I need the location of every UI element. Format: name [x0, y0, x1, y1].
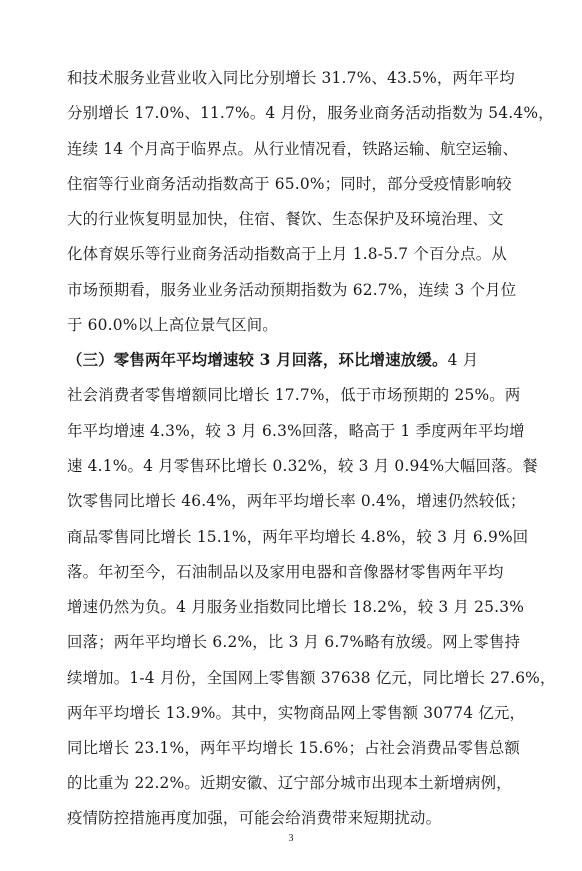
paragraph-line: 回落；两年平均增长 6.2%，比 3 月 6.7%略有放缓。网上零售持: [67, 633, 521, 651]
paragraph-line: 商品零售同比增长 15.1%，两年平均增长 4.8%，较 3 月 6.9%回: [67, 528, 529, 546]
page-number: 3: [288, 833, 294, 844]
paragraph-line: 住宿等行业商务活动指数高于 65.0%；同时，部分受疫情影响较: [67, 175, 512, 193]
paragraph-line: 落。年初至今，石油制品以及家用电器和音像器材零售两年平均: [67, 563, 504, 581]
paragraph-line: 社会消费者零售增额同比增长 17.7%，低于市场预期的 25%。两: [67, 386, 521, 404]
paragraph-line: 同比增长 23.1%，两年平均增长 15.6%；占社会消费品零售总额: [67, 739, 520, 757]
paragraph-line: 市场预期看，服务业业务活动预期指数为 62.7%，连续 3 个月位: [67, 281, 517, 299]
section-heading: （三）零售两年平均增速较 3 月回落，环比增速放缓。: [67, 351, 448, 369]
paragraph-line: 于 60.0%以上高位景气区间。: [67, 316, 278, 334]
paragraph-line: 连续 14 个月高于临界点。从行业情况看，铁路运输、航空运输、: [67, 140, 519, 158]
paragraph-line: 饮零售同比增长 46.4%，两年平均增长率 0.4%，增速仍然较低；: [67, 492, 526, 510]
paragraph-line: 分别增长 17.0%、11.7%。4 月份，服务业商务活动指数为 54.4%，: [67, 104, 554, 122]
paragraph-line: 化体育娱乐等行业商务活动指数高于上月 1.8-5.7 个百分点。从: [67, 245, 507, 263]
paragraph-line: 年平均增速 4.3%，较 3 月 6.3%回落，略高于 1 季度两年平均增: [67, 422, 525, 440]
paragraph-line: 大的行业恢复明显加快，住宿、餐饮、生态保护及环境治理、文: [67, 210, 504, 228]
paragraph-line: 两年平均增长 13.9%。其中，实物商品网上零售额 30774 亿元，: [67, 704, 526, 722]
paragraph-line: 增速仍然为负。4 月服务业指数同比增长 18.2%，较 3 月 25.3%: [67, 598, 525, 616]
paragraph-line: 和技术服务业营业收入同比分别增长 31.7%、43.5%，两年平均: [67, 69, 515, 87]
paragraph-line: 的比重为 22.2%。近期安徽、辽宁部分城市出现本土新增病例，: [67, 774, 512, 792]
section-heading-line: [67, 350, 527, 370]
paragraph-line: 速 4.1%。4 月零售环比增长 0.32%，较 3 月 0.94%大幅回落。餐: [67, 457, 538, 475]
paragraph-line: 疫情防控措施再度加强，可能会给消费带来短期扰动。: [67, 809, 442, 827]
paragraph-line: 续增加。1-4 月份，全国网上零售额 37638 亿元，同比增长 27.6%，: [67, 669, 556, 687]
section-heading-tail: 4 月: [447, 351, 479, 369]
